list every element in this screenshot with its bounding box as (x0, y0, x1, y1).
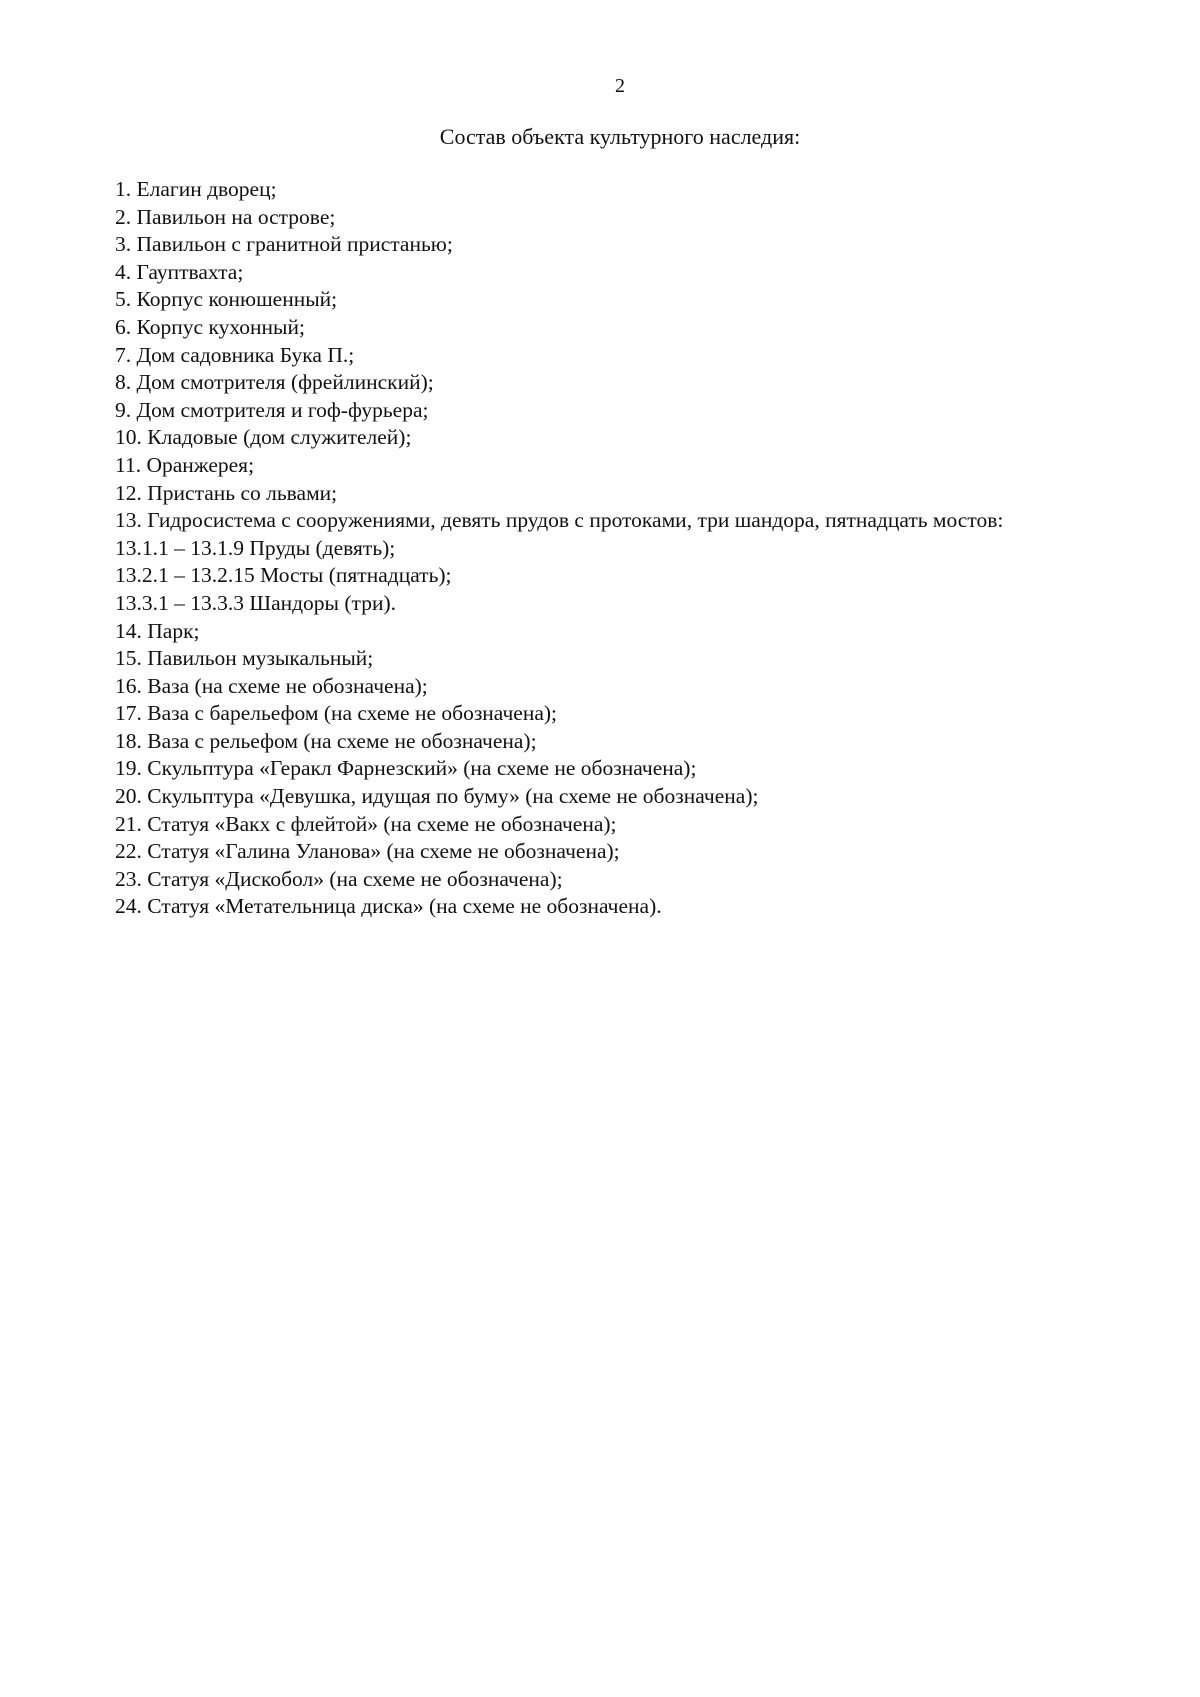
list-item: 13.3.1 – 13.3.3 Шандоры (три). (115, 590, 396, 615)
list-item: 18. Ваза с рельефом (на схеме не обозначена); (115, 728, 537, 753)
list-item: 21. Статуя «Вакх с флейтой» (на схеме не обозначена); (115, 811, 617, 836)
list-item: 15. Павильон музыкальный; (115, 646, 374, 671)
list-item: 13.2.1 – 13.2.15 Мосты (пятнадцать); (115, 563, 452, 588)
list-item: 7. Дом садовника Бука П.; (115, 342, 355, 367)
list-item: 14. Парк; (115, 618, 200, 643)
list-item: 13.1.1 – 13.1.9 Пруды (девять); (115, 535, 396, 560)
page-number: 2 (615, 75, 625, 97)
list-item: 12. Пристань со львами; (115, 480, 338, 505)
list-item: 20. Скульптура «Девушка, идущая по буму» (на схеме не обозначена); (115, 784, 759, 809)
list-item: 23. Статуя «Дискобол» (на схеме не обозначена); (115, 866, 563, 891)
page-title: Состав объекта культурного наследия: (439, 124, 801, 149)
list-item: 2. Павильон на острове; (115, 204, 336, 229)
list-item: 5. Корпус конюшенный; (115, 287, 338, 312)
list-item: 1. Елагин дворец; (115, 177, 277, 201)
list-item: 9. Дом смотрителя и гоф-фурьера; (115, 397, 429, 422)
list-item: 24. Статуя «Метательница диска» (на схеме не обозначена). (115, 894, 662, 919)
list-item: 10. Кладовые (дом служителей); (115, 425, 412, 450)
list-item: 6. Корпус кухонный; (115, 314, 305, 339)
list-item: 8. Дом смотрителя (фрейлинский); (115, 370, 434, 395)
list-item: 19. Скульптура «Геракл Фарнезский» (на схеме не обозначена); (115, 756, 697, 781)
list-item: 13. Гидросистема с сооружениями, девять прудов с протоками, три шандора, пятнадцать мостов: (115, 508, 1004, 533)
list-item: 17. Ваза с барельефом (на схеме не обозначена); (115, 701, 558, 726)
list-item: 22. Статуя «Галина Уланова» (на схеме не обозначена); (115, 839, 620, 864)
heritage-items-list (115, 176, 1195, 921)
list-item: 4. Гауптвахта; (115, 259, 244, 284)
list-item: 16. Ваза (на схеме не обозначена); (115, 673, 428, 698)
list-item: 11. Оранжерея; (115, 452, 255, 477)
list-item: 3. Павильон с гранитной пристанью; (115, 232, 453, 257)
